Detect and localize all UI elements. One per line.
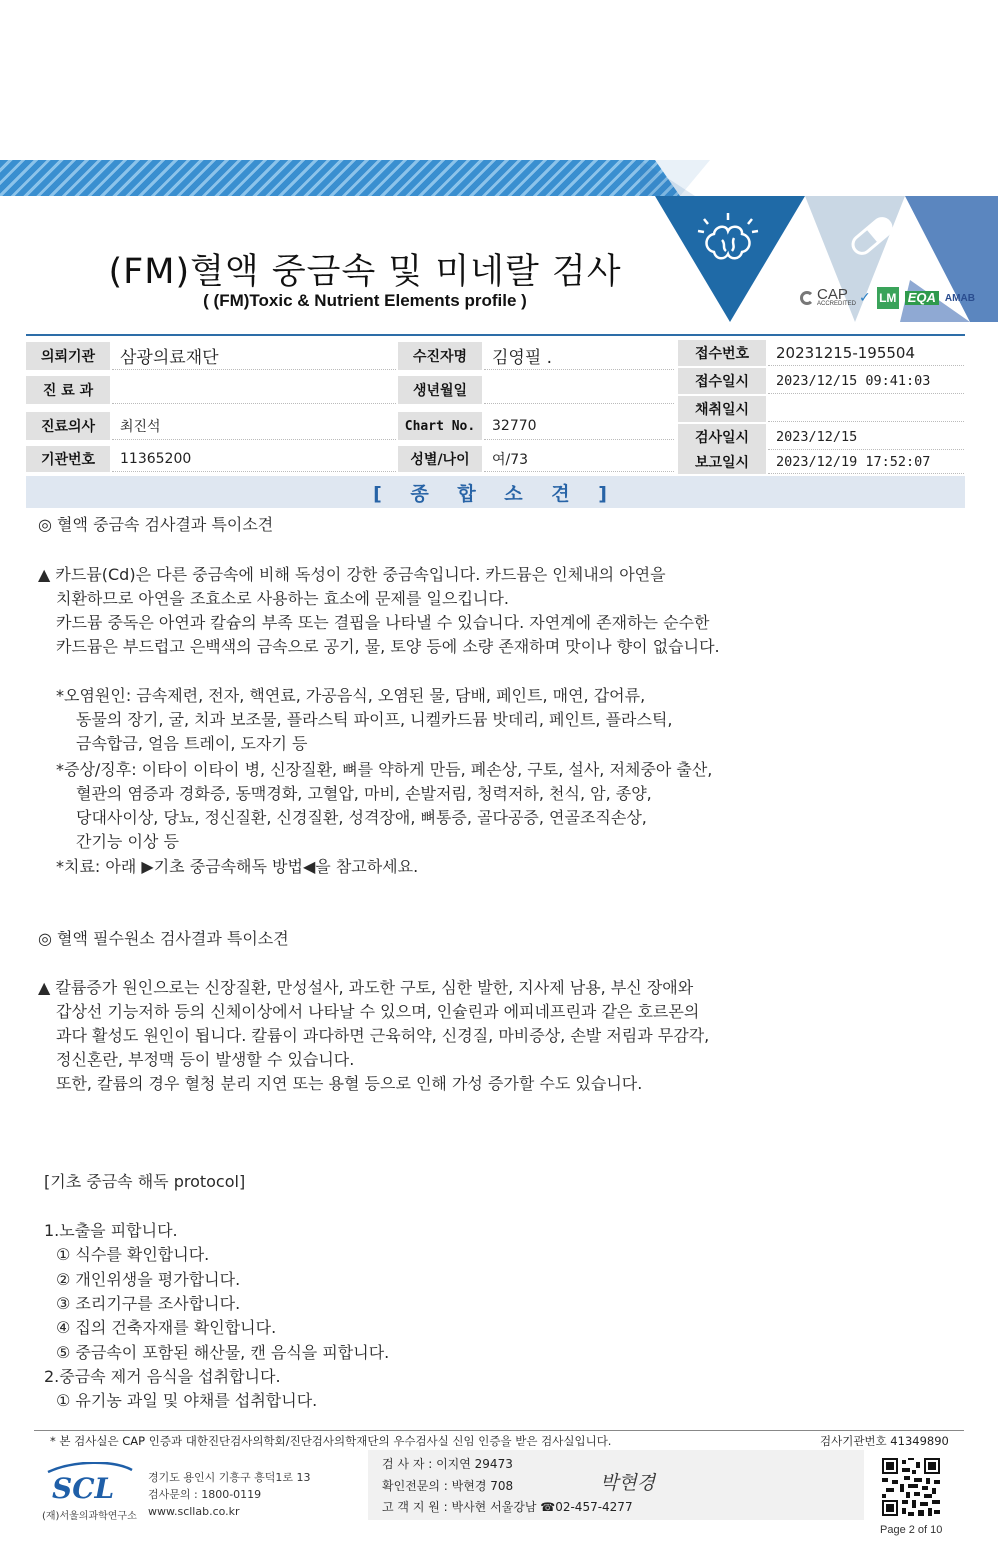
page-title: (FM)혈액 중금속 및 미네랄 검사: [108, 252, 622, 292]
tester-line: 검 사 자 : 이지연 29473: [382, 1457, 513, 1471]
treatment-line: *치료: 아래 ▶기초 중금속해독 방법◀을 참고하세요.: [56, 857, 419, 876]
protocol-step: 2.중금속 제거 음식을 섭취합니다.: [44, 1367, 281, 1386]
essential-element-section-title: ◎ 혈액 필수원소 검사결과 특이소견: [38, 929, 289, 948]
check-icon: ✓: [859, 290, 871, 306]
protocol-substep: ⑤ 중금속이 포함된 해산물, 캔 음식을 피합니다.: [56, 1343, 390, 1362]
test-date-value: 2023/12/15: [768, 424, 964, 450]
receipt-date-label: 접수일시: [678, 368, 766, 394]
protocol-substep: ① 식수를 확인합니다.: [56, 1245, 210, 1264]
protocol-title: [기초 중금속 해독 protocol]: [44, 1172, 246, 1191]
institution-label: 의뢰기관: [26, 342, 110, 370]
receipt-date-value: 2023/12/15 09:41:03: [768, 368, 964, 394]
institution-number-label: 기관번호: [26, 446, 110, 472]
symptom-line: 당대사이상, 당뇨, 정신질환, 신경질환, 성격장애, 뼈통증, 골다공증, 연골조직손상,: [76, 808, 647, 827]
organization-name: (재)서울의과학연구소: [42, 1511, 137, 1522]
potassium-paragraph-line: 정신혼란, 부정맥 등이 발생할 수 있습니다.: [56, 1050, 355, 1069]
potassium-paragraph-line: 과다 활성도 원인이 됩니다. 칼륨이 과다하면 근육허약, 신경질, 마비증상, 손발 저림과 무감각,: [56, 1026, 710, 1045]
summary-heading: [ 종 합 소 견 ]: [26, 476, 965, 508]
specialist-line: 확인전문의 : 박현경 708: [382, 1479, 514, 1493]
address: 경기도 용인시 기흥구 흥덕1로 13: [148, 1471, 311, 1484]
potassium-paragraph-line: ▲ 칼륨증가 원인으로는 신장질환, 만성설사, 과도한 구토, 심한 발한, 지사제 남용, 부신 장애와: [38, 978, 694, 997]
amab-logo: AMAB: [944, 292, 975, 304]
inquiry-phone: 검사문의 : 1800-0119: [148, 1488, 262, 1501]
cap-logo: CAP ACCREDITED ✓: [800, 288, 871, 308]
birthdate-value: [484, 376, 674, 404]
eqa-logo: EQA: [905, 291, 939, 305]
heavy-metal-section-title: ◎ 혈액 중금속 검사결과 특이소견: [38, 515, 274, 534]
testing-institution-number: 검사기관번호 41349890: [820, 1434, 949, 1448]
chart-number-label: Chart No.: [398, 412, 482, 440]
pollution-source-line: 금속합금, 얼음 트레이, 도자기 등: [76, 734, 308, 753]
banner-stripe: [0, 160, 680, 196]
sex-age-label: 성별/나이: [398, 446, 482, 472]
symptom-line: *증상/징후: 이타이 이타이 병, 신장질환, 뼈를 약하게 만듬, 폐손상, 구토, 설사, 저체중아 출산,: [56, 760, 713, 779]
cadmium-paragraph-line: 카드뮴 중독은 아연과 칼슘의 부족 또는 결핍을 나타낼 수 있습니다. 자연계에 존재하는 순수한: [56, 613, 710, 632]
contact-block: [148, 1469, 311, 1520]
report-date-label: 보고일시: [678, 450, 766, 474]
qr-code-icon: [882, 1458, 940, 1516]
receipt-number-value: 20231215-195504: [768, 340, 964, 366]
pollution-source-line: 동물의 장기, 굴, 치과 보조물, 플라스틱 파이프, 니켈카드뮴 밧데리, 페인트, 플라스틱,: [76, 710, 673, 729]
signature-box: [368, 1450, 864, 1520]
potassium-paragraph-line: 또한, 칼륨의 경우 혈청 분리 지연 또는 용혈 등으로 인해 가성 증가할 수도 있습니다.: [56, 1074, 643, 1093]
department-value: [112, 376, 396, 404]
cadmium-paragraph-line: ▲ 카드뮴(Cd)은 다른 중금속에 비해 독성이 강한 중금속입니다. 카드뮴은 인체내의 아연을: [38, 565, 666, 584]
protocol-substep: ② 개인위생을 평가합니다.: [56, 1270, 241, 1289]
patient-info-table: [26, 334, 965, 476]
collection-date-value: [768, 396, 964, 422]
birthdate-label: 생년월일: [398, 376, 482, 404]
doctor-value: 최진석: [112, 412, 396, 440]
report-date-value: 2023/12/19 17:52:07: [768, 450, 964, 474]
svg-text:SCL: SCL: [52, 1472, 115, 1502]
cadmium-paragraph-line: 카드뮴은 부드럽고 은백색의 금속으로 공기, 물, 토양 등에 소량 존재하며 맛이나 향이 없습니다.: [56, 637, 720, 656]
symptom-line: 혈관의 염증과 경화증, 동맥경화, 고혈압, 마비, 손발저림, 청력저하, 천식, 암, 종양,: [76, 784, 652, 803]
test-date-label: 검사일시: [678, 424, 766, 450]
page-subtitle: ( (FM)Toxic & Nutrient Elements profile ): [203, 291, 527, 310]
doctor-label: 진료의사: [26, 412, 110, 440]
lm-logo: LM: [877, 287, 899, 309]
chart-number-value: 32770: [484, 412, 674, 440]
certification-logos: [800, 283, 975, 313]
specialist-signature: 박현경: [600, 1472, 656, 1494]
receipt-number-label: 접수번호: [678, 340, 766, 366]
potassium-paragraph-line: 갑상선 기능저하 등의 신체이상에서 나타날 수 있으며, 인슐린과 에피네프린과 같은 호르몬의: [56, 1002, 700, 1021]
institution-value: 삼광의료재단: [112, 342, 396, 370]
protocol-step: 1.노출을 피합니다.: [44, 1221, 178, 1240]
collection-date-label: 채취일시: [678, 396, 766, 422]
patient-name-value: 김영필 .: [484, 342, 674, 370]
cap-ring-icon: [800, 291, 814, 305]
protocol-substep: ③ 조리기구를 조사합니다.: [56, 1294, 241, 1313]
footer-divider: [34, 1430, 964, 1431]
page-number: Page 2 of 10: [880, 1524, 943, 1536]
institution-number-value: 11365200: [112, 446, 396, 472]
website-link[interactable]: www.scllab.co.kr: [148, 1505, 240, 1518]
symptom-line: 간기능 이상 등: [76, 832, 179, 851]
department-label: 진 료 과: [26, 376, 110, 404]
scl-logo: [44, 1462, 134, 1502]
accreditation-note: * 본 검사실은 CAP 인증과 대한진단검사의학회/진단검사의학재단의 우수검사실 신임 인증을 받은 검사실입니다.: [50, 1434, 612, 1448]
cadmium-paragraph-line: 치환하므로 아연을 조효소로 사용하는 효소에 문제를 일으킵니다.: [56, 589, 509, 608]
sex-age-value: 여/73: [484, 446, 674, 472]
pollution-source-line: *오염원인: 금속제련, 전자, 핵연료, 가공음식, 오염된 물, 담배, 페인트, 매연, 갑어류,: [56, 686, 646, 705]
protocol-substep: ④ 집의 건축자재를 확인합니다.: [56, 1318, 277, 1337]
support-line: 고 객 지 원 : 박사현 서울강남 ☎02-457-4277: [382, 1500, 633, 1514]
patient-name-label: 수진자명: [398, 342, 482, 370]
protocol-substep: ① 유기농 과일 및 야채를 섭취합니다.: [56, 1391, 318, 1410]
